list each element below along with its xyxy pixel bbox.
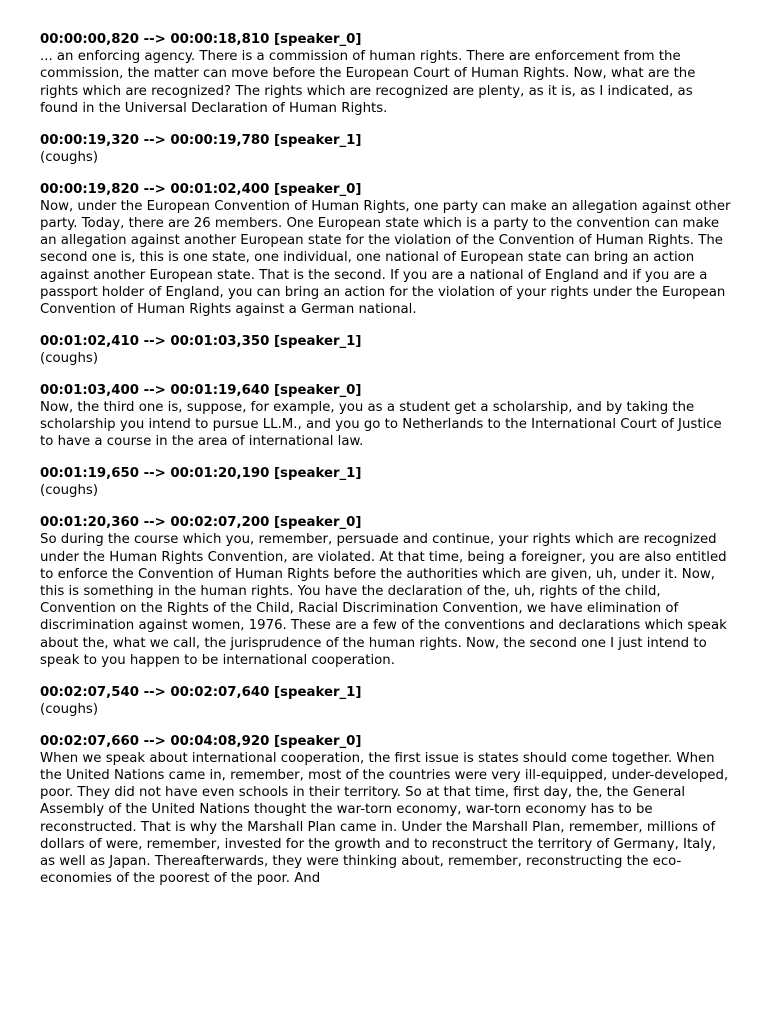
segment-timestamp-header: 00:00:00,820 --> 00:00:18,810 [speaker_0] <box>40 32 362 47</box>
segment-text: So during the course which you, remember, persuade and continue, your rights which are recognized under the Human Rights Convention, are violated. At that time, being a foreigner, you are also entitled to enforce the Convention of Human Rights before the authorities which are given, uh, under it. Now, this is something in the human rights. You have the declaration of the, uh, rights of the child, Convention on the Rights of the Child, Racial Discrimination Convention, we have elimination of discrimination against women, 1976. These are a few of the conventions and declarations which speak about the, what we call, the jurisprudence of the human rights. Now, the second one I just intend to speak to you happen to be international cooperation. <box>40 532 727 668</box>
segment-timestamp-header: 00:01:19,650 --> 00:01:20,190 [speaker_1] <box>40 466 362 482</box>
transcript-segment <box>40 465 732 499</box>
transcript-segment <box>40 181 732 319</box>
segment-timestamp-header: 00:01:20,360 --> 00:02:07,200 [speaker_0] <box>40 515 362 531</box>
segment-timestamp-header: 00:02:07,660 --> 00:04:08,920 [speaker_0] <box>40 733 362 749</box>
segment-text: (coughs) <box>40 351 99 367</box>
transcript-segment <box>40 514 732 669</box>
transcript-segment <box>40 382 732 451</box>
segment-text: (coughs) <box>40 701 99 717</box>
segment-text: When we speak about international cooperation, the first issue is states should come together. When the United Nations came in, remember, most of the countries were very ill-equipped, under-developed, poor. They did not have even schools in their territory. So at that time, first day, the, the General Assembly of the United Nations thought the war-torn economy, war-torn economy has to be reconstructed. That is why the Marshall Plan came in. Under the Marshall Plan, remember, millions of dollars of were, remember, invested for the growth and to reconstruct the territory of Germany, Italy, as well as Japan. Thereafterwards, they were thinking about, remember, reconstructing the eco- economies of the poorest of the poor. And <box>40 750 729 887</box>
segment-text: Now, the third one is, suppose, for example, you as a student get a scholarship, and by taking the scholarship you intend to pursue LL.M., and you go to Netherlands to the International Court of Justice to have a course in the area of international law. <box>40 400 722 450</box>
transcript-segment <box>40 333 732 367</box>
transcript-segment <box>40 733 732 888</box>
segment-text: ... an enforcing agency. There is a commission of human rights. There are enforcement from the commission, the matter can move before the European Court of Human Rights. Now, what are the rights which are recognized? The rights which are recognized are plenty, as it is, as I indicated, as found in the Universal Declaration of Human Rights. <box>40 49 696 116</box>
transcript-document <box>40 31 732 902</box>
transcript-segment <box>40 132 732 166</box>
segment-timestamp-header: 00:01:03,400 --> 00:01:19,640 [speaker_0] <box>40 382 362 398</box>
segment-timestamp-header: 00:01:02,410 --> 00:01:03,350 [speaker_1] <box>40 333 362 349</box>
segment-text: (coughs) <box>40 149 99 165</box>
segment-text: (coughs) <box>40 483 99 499</box>
transcript-segment <box>40 684 732 718</box>
transcript-segment <box>40 31 732 117</box>
segment-text: Now, under the European Convention of Human Rights, one party can make an allegation against other party. Today, there are 26 members. One European state which is a party to the convention can make an allegation against another European state for the violation of the Convention of Human Rights. The second one is, this is one state, one individual, one national of European state can bring an action against another European state. That is the second. If you are a national of England and if you are a passport holder of England, you can bring an action for the violation of your rights under the European Convention of Human Rights against a German national. <box>40 198 731 318</box>
segment-timestamp-header: 00:00:19,820 --> 00:01:02,400 [speaker_0] <box>40 181 362 197</box>
segment-timestamp-header: 00:02:07,540 --> 00:02:07,640 [speaker_1] <box>40 684 362 700</box>
segment-timestamp-header: 00:00:19,320 --> 00:00:19,780 [speaker_1] <box>40 132 362 148</box>
